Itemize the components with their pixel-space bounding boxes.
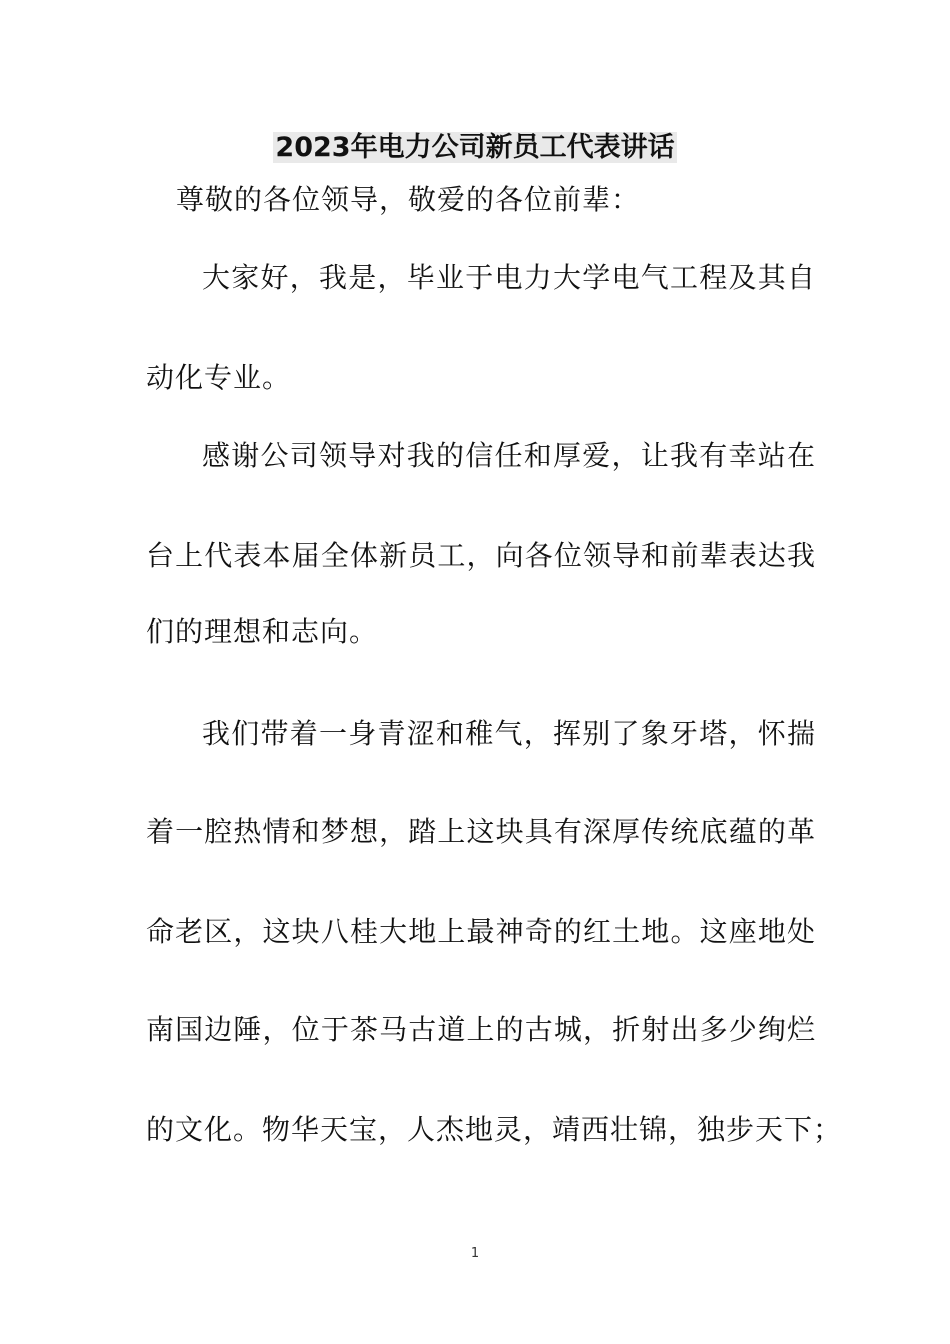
title-text: 2023年电力公司新员工代表讲话 [275,132,675,163]
paragraph-line: 动化专业。 [146,361,292,394]
paragraph-line: 着一腔热情和梦想，踏上这块具有深厚传统底蕴的革 [146,815,816,848]
paragraph-line: 感谢公司领导对我的信任和厚爱，让我有幸站在 [202,439,816,472]
document-title [0,128,950,168]
salutation: 尊敬的各位领导，敬爱的各位前辈： [176,183,641,216]
paragraph-line: 我们带着一身青涩和稚气，挥别了象牙塔，怀揣 [202,717,816,750]
paragraph-line: 命老区，这块八桂大地上最神奇的红土地。这座地处 [146,915,816,948]
paragraph-line: 南国边陲，位于茶马古道上的古城，折射出多少绚烂 [146,1013,816,1046]
paragraph-line: 台上代表本届全体新员工，向各位领导和前辈表达我 [146,539,816,572]
paragraph-line: 们的理想和志向。 [146,615,379,648]
paragraph-line: 的文化。物华天宝，人杰地灵，靖西壮锦，独步天下； [146,1113,843,1146]
paragraph-line: 大家好，我是，毕业于电力大学电气工程及其自 [202,261,816,294]
page-number: 1 [470,1246,480,1261]
